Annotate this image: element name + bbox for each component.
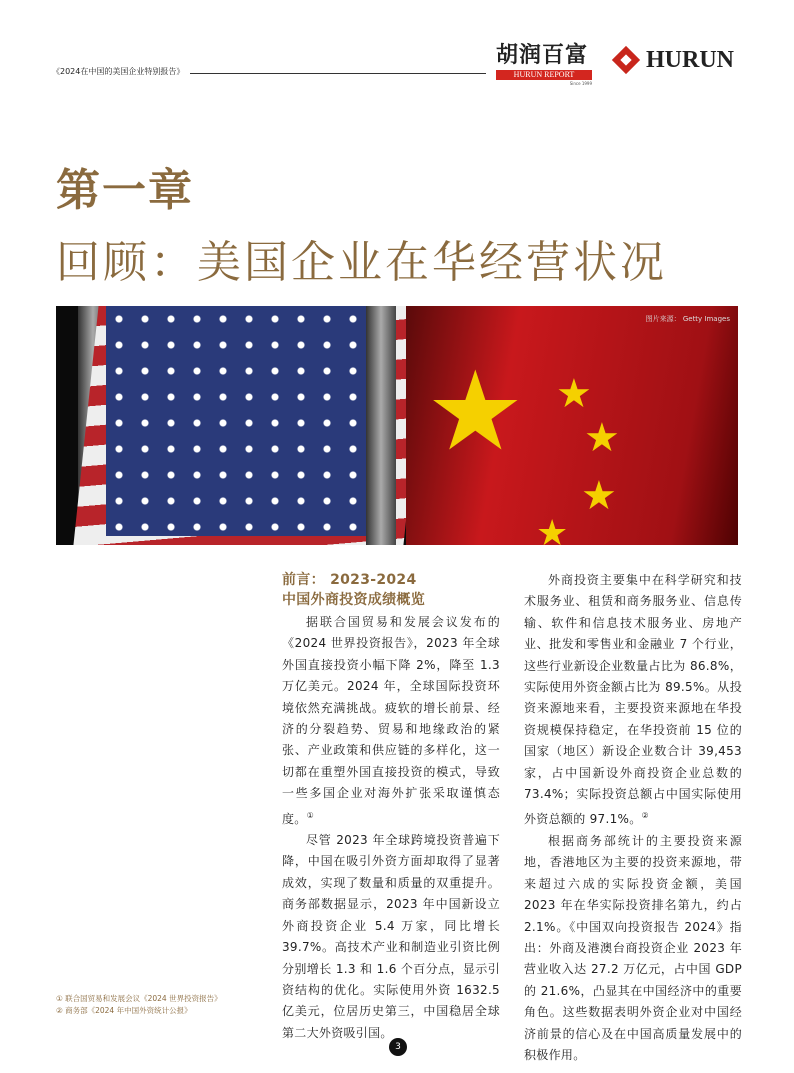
section-title [282, 570, 500, 610]
chapter-number: 第一章 [56, 165, 194, 216]
footnote-ref: ② [641, 811, 650, 821]
paragraph [524, 570, 742, 831]
paragraph [282, 612, 500, 830]
flag-pole [366, 306, 396, 545]
report-title: 《2024在中国的美国企业特别报告》 [52, 67, 185, 76]
chapter-title: 回顾：美国企业在华经营状况 [56, 237, 667, 288]
paragraph-text: 外商投资主要集中在科学研究和技术服务业、租赁和商务服务业、信息传输、软件和信息技术服务业、房地产业、批发和零售业和金融业 7 个行业，这些行业新设企业数量占比为 86.8%，实际使用外资金额占比为 89.5%。从投资来源地来看，主要投资来源地在华投资规模保持稳定，在华投资前 15 位的国家（地区）新设企业数合计 39,453 家，占中国新设外商投资企业总数的 73.4%；实际投资总额占中国实际使用外资总额的 97.1%。 [524, 573, 742, 827]
flags-photo [56, 306, 738, 545]
right-column [524, 570, 742, 1066]
logo-cn: 胡润百富 [496, 43, 589, 68]
hurun-wordmark: HURUN [646, 46, 734, 73]
footnote: ② 商务部《2024 年中国外资统计公报》 [56, 1006, 192, 1015]
china-flag: ★ ★ ★ ★ ★ [406, 306, 738, 545]
hurun-report-logo [496, 44, 592, 86]
hurun-diamond-icon [612, 46, 640, 74]
footnote-ref: ① [306, 810, 315, 820]
header-divider [190, 73, 486, 74]
paragraph-text: 据联合国贸易和发展会议发布的《2024 世界投资报告》，2023 年全球外国直接投资小幅下降 2%，降至 1.3 万亿美元。2024 年，全球国际投资环境依然充满挑战。疲软的增长前景、经济的分裂趋势、贸易和地缘政治的紧张、产业政策和供应链的多样化，这一切都在重塑外国直接投资的模式，导致一些多国企业对海外扩张采取谨慎态度。 [282, 615, 500, 826]
footnotes [56, 993, 222, 1017]
paragraph: 根据商务部统计的主要投资来源地，香港地区为主要的投资来源地，带来超过六成的实际投资金额，美国 2023 年在华实际投资排名第九，约占 2.1%。《中国双向投资报告 2024》指出：外商及港澳台商投资企业 2023 年营业收入达 27.2 万亿元，占中国 GDP 的 21.6%，凸显其在中国经济中的重要角色。这些数据表明外资企业对中国经济前景的信心及在中国高质量发展中的积极作用。 [524, 833, 742, 1062]
paragraph: 尽管 2023 年全球跨境投资普遍下降，中国在吸引外资方面却取得了显著成效，实现了数量和质量的双重提升。商务部数据显示，2023 年中国新设立外商投资企业 5.4 万家，同比增长 39.7%。高技术产业和制造业引资比例分别增长 1.3 和 1.6 个百分点，显示引资结构的优化。实际使用外资 1632.5 亿美元，位居历史第三，中国稳居全球第二大外资吸引国。 [282, 833, 500, 1040]
section-title-line2: 中国外商投资成绩概览 [282, 592, 425, 608]
section-title-line1: 前言： 2023-2024 [282, 572, 417, 588]
footnote: ① 联合国贸易和发展会议《2024 世界投资报告》 [56, 994, 222, 1003]
logo-since: Since 1999 [569, 81, 592, 86]
logo-en: HURUN REPORT [496, 70, 592, 80]
photo-credit: 图片来源： Getty Images [645, 315, 730, 323]
us-flag-stars [106, 306, 366, 536]
hurun-logo [612, 46, 734, 74]
page-number: 3 [389, 1038, 407, 1056]
left-column [282, 570, 500, 1044]
